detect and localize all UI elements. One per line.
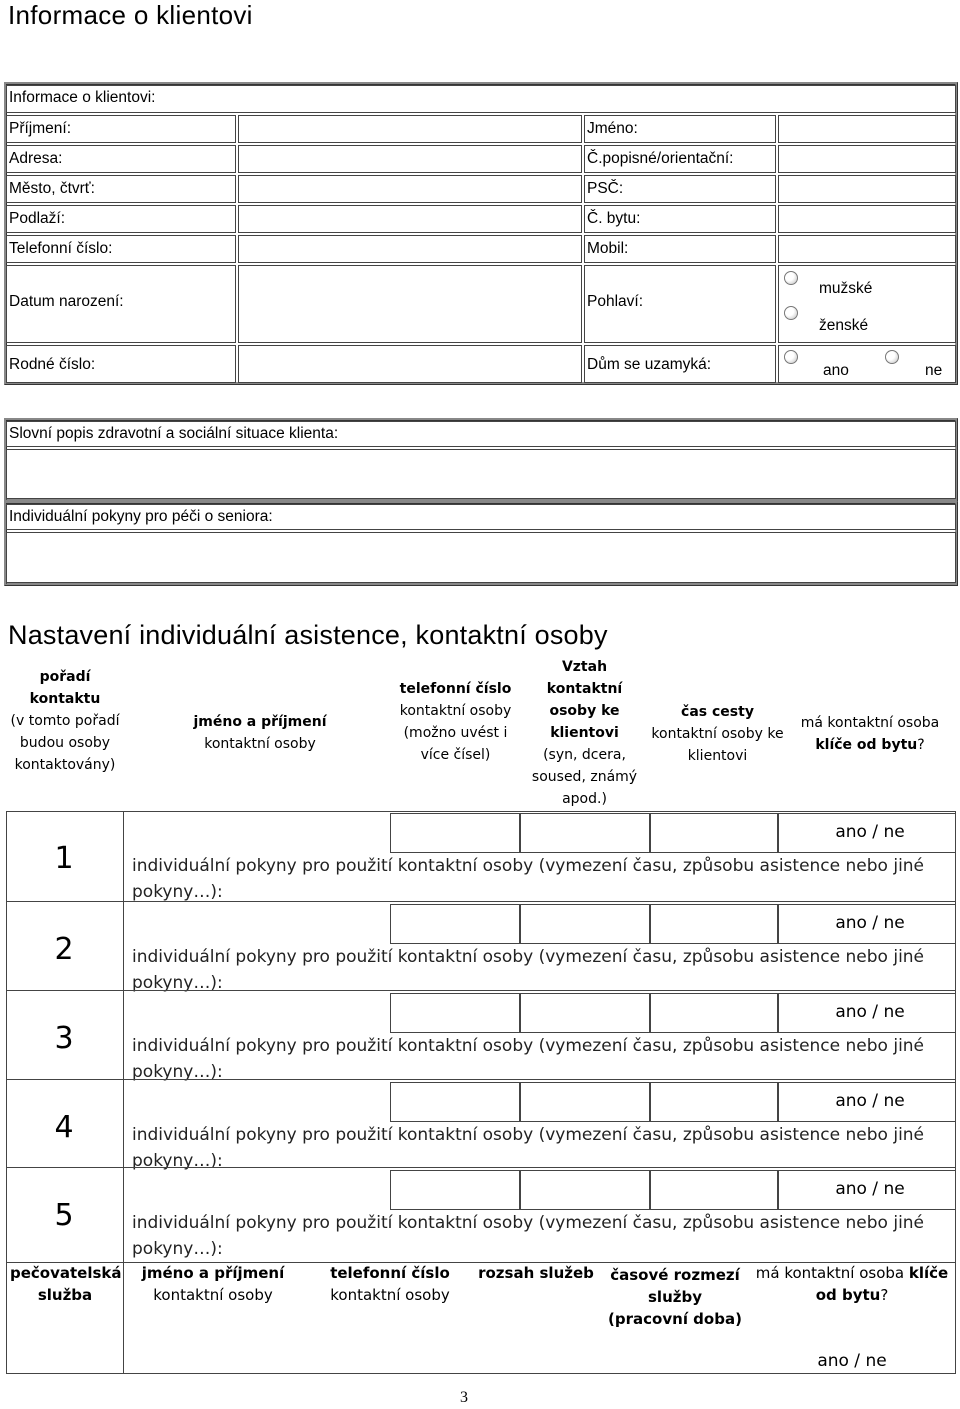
page-number: 3 bbox=[460, 1389, 468, 1406]
surname-label-cell bbox=[6, 115, 236, 143]
phone-field[interactable] bbox=[238, 235, 582, 263]
contact-5-order-number: 5 bbox=[54, 1198, 74, 1233]
contact-3-field-3[interactable] bbox=[650, 993, 778, 1033]
mobile-field[interactable] bbox=[778, 235, 956, 263]
address-field[interactable] bbox=[238, 145, 582, 173]
flat-number-label-cell bbox=[584, 205, 776, 233]
birth-number-label-cell bbox=[6, 345, 236, 383]
contact-5-instructions[interactable]: individuální pokyny pro použití kontaktní osoby (vymezení času, způsobu asistence nebo jiné pokyny…): bbox=[132, 1213, 925, 1259]
col-travel-bold: čas cesty bbox=[681, 704, 754, 720]
health-header bbox=[6, 421, 956, 447]
service-phone-bold: telefonní číslo bbox=[330, 1264, 450, 1282]
col-name-header bbox=[180, 711, 340, 755]
service-name-header bbox=[128, 1262, 298, 1306]
contact-4-name-field[interactable] bbox=[124, 1082, 390, 1122]
care-field[interactable] bbox=[6, 532, 956, 583]
address-label-cell bbox=[6, 145, 236, 173]
service-keys-note: má kontaktní osoba bbox=[755, 1264, 905, 1282]
birth-number-label: Rodné číslo: bbox=[9, 356, 96, 373]
contact-4-instructions[interactable]: individuální pokyny pro použití kontaktní osoby (vymezení času, způsobu asistence nebo jiné pokyny…): bbox=[132, 1125, 925, 1171]
birth-date-label: Datum narození: bbox=[9, 293, 124, 310]
gender-female-label: ženské bbox=[819, 317, 869, 334]
col-relation-bold: Vztah kontaktní osoby ke klientovi bbox=[546, 659, 623, 741]
col-travel-note: kontaktní osoby ke klientovi bbox=[651, 726, 784, 764]
mobile-label: Mobil: bbox=[587, 240, 629, 257]
city-label-cell bbox=[6, 175, 236, 203]
contact-4-field-3[interactable] bbox=[650, 1082, 778, 1122]
contact-5-row-border bbox=[6, 1167, 956, 1168]
col-keys-note: má kontaktní osoba bbox=[800, 715, 940, 731]
contact-3-name-field[interactable] bbox=[124, 993, 390, 1033]
contact-2-keys-yesno[interactable]: ano / ne bbox=[835, 913, 905, 933]
contact-2-field-2[interactable] bbox=[520, 904, 650, 944]
contact-2-row-border bbox=[6, 901, 956, 902]
col-phone-header bbox=[388, 678, 523, 766]
phone-label: Telefonní číslo: bbox=[9, 240, 113, 257]
service-phone-note: kontaktní osoby bbox=[330, 1286, 450, 1304]
contact-2-instructions[interactable]: individuální pokyny pro použití kontaktní osoby (vymezení času, způsobu asistence nebo jiné pokyny…): bbox=[132, 947, 925, 993]
col-name-note: kontaktní osoby bbox=[204, 736, 316, 752]
service-keys-header bbox=[752, 1262, 952, 1306]
gender-label-cell bbox=[584, 265, 776, 343]
contact-5-field-3[interactable] bbox=[650, 1170, 778, 1210]
contact-2-name-field[interactable] bbox=[124, 904, 390, 944]
house-number-label-cell bbox=[584, 145, 776, 173]
floor-field[interactable] bbox=[238, 205, 582, 233]
surname-label: Příjmení: bbox=[9, 120, 72, 137]
page-title: Informace o klientovi bbox=[8, 0, 253, 30]
contact-1-field-2[interactable] bbox=[520, 813, 650, 853]
city-label: Město, čtvrť: bbox=[9, 180, 95, 197]
address-label: Adresa: bbox=[9, 150, 63, 167]
mobile-label-cell bbox=[584, 235, 776, 263]
house-locked-options-cell bbox=[778, 345, 956, 383]
floor-label-cell bbox=[6, 205, 236, 233]
house-locked-yes-radio[interactable] bbox=[784, 350, 798, 364]
service-scope-header: rozsah služeb bbox=[478, 1264, 594, 1282]
birth-date-field[interactable] bbox=[238, 265, 582, 343]
contact-3-field-1[interactable] bbox=[390, 993, 520, 1033]
client-section-header bbox=[6, 85, 956, 113]
contact-3-row-border bbox=[6, 990, 956, 991]
service-time-note: (pracovní doba) bbox=[608, 1310, 742, 1328]
col-phone-bold: telefonní číslo bbox=[399, 681, 512, 697]
contacts-heading: Nastavení individuální asistence, kontaktní osoby bbox=[8, 620, 608, 650]
client-section-label: Informace o klientovi: bbox=[9, 89, 156, 106]
col-phone-note: kontaktní osoby (možno uvést i více čísel) bbox=[399, 703, 512, 763]
service-name-bold: jméno a příjmení bbox=[141, 1264, 285, 1282]
col-travel-header bbox=[650, 701, 785, 767]
zip-field[interactable] bbox=[778, 175, 956, 203]
col-keys-bold: klíče od bytu bbox=[815, 737, 918, 753]
contact-1-keys-yesno[interactable]: ano / ne bbox=[835, 822, 905, 842]
gender-options-cell bbox=[778, 265, 956, 343]
gender-male-label: mužské bbox=[819, 280, 873, 297]
flat-number-field[interactable] bbox=[778, 205, 956, 233]
house-number-label: Č.popisné/orientační: bbox=[587, 150, 734, 167]
service-name-note: kontaktní osoby bbox=[153, 1286, 273, 1304]
house-number-field[interactable] bbox=[778, 145, 956, 173]
house-locked-no-radio[interactable] bbox=[885, 350, 899, 364]
house-locked-label: Dům se uzamyká: bbox=[587, 356, 712, 373]
contact-4-keys-yesno[interactable]: ano / ne bbox=[835, 1091, 905, 1111]
house-locked-no-label: ne bbox=[925, 362, 943, 379]
house-locked-yes-label: ano bbox=[823, 362, 849, 379]
contact-5-field-1[interactable] bbox=[390, 1170, 520, 1210]
contact-3-keys-yesno[interactable]: ano / ne bbox=[835, 1002, 905, 1022]
house-locked-label-cell bbox=[584, 345, 776, 383]
contact-4-field-2[interactable] bbox=[520, 1082, 650, 1122]
col-order-header bbox=[6, 666, 124, 776]
health-field[interactable] bbox=[6, 449, 956, 499]
contact-1-field-1[interactable] bbox=[390, 813, 520, 853]
city-field[interactable] bbox=[238, 175, 582, 203]
service-keys-bold-2: od bytu bbox=[815, 1286, 881, 1304]
service-keys-bold-1: klíče bbox=[908, 1264, 949, 1282]
service-phone-header bbox=[310, 1262, 470, 1306]
contact-4-order-number: 4 bbox=[54, 1110, 74, 1145]
gender-label: Pohlaví: bbox=[587, 293, 644, 310]
flat-number-label: Č. bytu: bbox=[587, 210, 641, 227]
col-relation-header bbox=[527, 656, 642, 810]
zip-label-cell bbox=[584, 175, 776, 203]
contact-5-keys-yesno[interactable]: ano / ne bbox=[835, 1179, 905, 1199]
col-keys-question: ? bbox=[917, 737, 925, 753]
col-name-bold: jméno a příjmení bbox=[193, 714, 327, 730]
contact-5-field-2[interactable] bbox=[520, 1170, 650, 1210]
zip-label: PSČ: bbox=[587, 180, 624, 197]
col-order-bold: pořadí kontaktu bbox=[29, 669, 101, 707]
contact-4-field-1[interactable] bbox=[390, 1082, 520, 1122]
contact-1-order-number: 1 bbox=[54, 841, 74, 876]
care-header bbox=[6, 504, 956, 530]
contact-2-field-1[interactable] bbox=[390, 904, 520, 944]
contact-3-field-2[interactable] bbox=[520, 993, 650, 1033]
first-name-field[interactable] bbox=[778, 115, 956, 143]
col-order-note: (v tomto pořadí budou osoby kontaktovány) bbox=[10, 713, 120, 773]
contact-1-field-3[interactable] bbox=[650, 813, 778, 853]
service-time-bold: časové rozmezí služby bbox=[610, 1266, 740, 1306]
contact-2-field-3[interactable] bbox=[650, 904, 778, 944]
gender-female-radio[interactable] bbox=[784, 306, 798, 320]
service-keys-yesno[interactable]: ano / ne bbox=[817, 1351, 887, 1371]
col-relation-note: (syn, dcera, soused, známý apod.) bbox=[531, 747, 638, 807]
contact-2-order-number: 2 bbox=[54, 932, 74, 967]
service-keys-question: ? bbox=[880, 1286, 889, 1304]
contact-1-name-field[interactable] bbox=[124, 813, 390, 853]
service-time-header bbox=[605, 1264, 745, 1330]
contact-1-instructions[interactable]: individuální pokyny pro použití kontaktní osoby (vymezení času, způsobu asistence nebo jiné pokyny…): bbox=[132, 856, 925, 902]
care-label: Individuální pokyny pro péči o seniora: bbox=[9, 508, 273, 525]
first-name-label-cell bbox=[584, 115, 776, 143]
col-keys-header bbox=[790, 712, 950, 756]
birth-number-field[interactable] bbox=[238, 345, 582, 383]
health-label: Slovní popis zdravotní a sociální situace klienta: bbox=[9, 425, 339, 442]
gender-male-radio[interactable] bbox=[784, 271, 798, 285]
contact-3-order-number: 3 bbox=[54, 1021, 74, 1056]
phone-label-cell bbox=[6, 235, 236, 263]
contact-4-row-border bbox=[6, 1079, 956, 1080]
birth-date-label-cell bbox=[6, 265, 236, 343]
contact-3-instructions[interactable]: individuální pokyny pro použití kontaktní osoby (vymezení času, způsobu asistence nebo jiné pokyny…): bbox=[132, 1036, 925, 1082]
contact-5-name-field[interactable] bbox=[124, 1170, 390, 1210]
surname-field[interactable] bbox=[238, 115, 582, 143]
floor-label: Podlaží: bbox=[9, 210, 66, 227]
first-name-label: Jméno: bbox=[587, 120, 638, 137]
service-label: pečovatelská služba bbox=[10, 1264, 122, 1304]
